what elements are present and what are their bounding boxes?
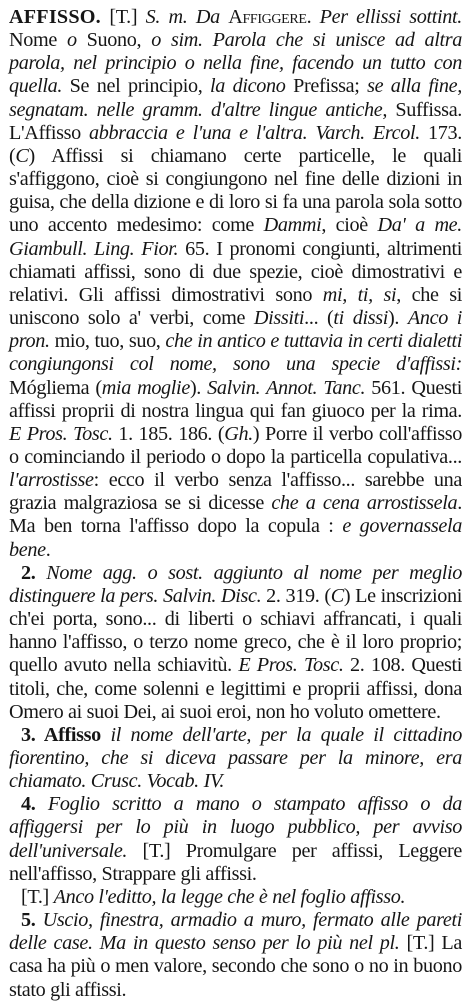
entry-text-segment: che in antico e tuttavia in certi dialetti congiungonsi col nome, sono una specie d'affissi: <box>9 330 462 376</box>
entry-text-segment: [T.] Promulgare per affissi, Leggere nell'affisso, Strappare gli affissi. <box>9 839 462 885</box>
entry-text-segment: Da' a me. Giambull. Ling. Fior. <box>9 214 462 260</box>
entry-text-segment: Anco l'editto, la legge che è nel foglio affisso. <box>53 885 406 908</box>
entry-sense-6 <box>9 909 462 1002</box>
entry-text-segment: Uscio, finestra, armadio a muro, fermato alle pareti delle case. Ma in questo senso per lo più nel pl. <box>9 909 462 955</box>
entry-text-segment: ... ( <box>304 307 334 330</box>
entry-text-segment: , che si uniscono solo a' verbi, come <box>9 283 462 330</box>
entry-text-segment: : ecco il verbo senza l'affisso... sarebbe una grazia malgraziosa se si dicesse <box>9 469 462 515</box>
entry-text-segment: Mógliema ( <box>9 376 102 399</box>
entry-text-segment: ) Affissi si chiamano certe particelle, le quali s'affiggono, cioè si congiungono nel fine delle dizioni in guisa, che della dizione e di loro si fa una parola sola sotto uno accento medesimo: come <box>9 144 462 237</box>
entry-sense-3 <box>9 724 462 793</box>
entry-text-segment: Prefissa; <box>285 75 368 98</box>
entry-text-segment: [T.] <box>21 885 54 908</box>
entry-text-segment: Gh. <box>224 422 253 445</box>
entry-text-segment: e governassela bene <box>9 515 462 561</box>
entry-text-segment: E Pros. Tosc. <box>238 654 344 677</box>
entry-text-segment: o <box>66 29 77 52</box>
entry-text-segment: Salvin. Annot. Tanc. <box>207 376 366 399</box>
entry-main-sense <box>9 6 462 562</box>
entry-sense-5 <box>9 886 462 909</box>
entry-text-segment: [T.] <box>100 6 146 28</box>
entry-text-segment: ) Porre il verbo coll'affisso o cominciando il periodo o dopo la particella copulativa... <box>9 422 462 468</box>
entry-text-segment: E Pros. Tosc. <box>9 422 113 445</box>
entry-text-segment: C <box>330 584 344 607</box>
entry-text-segment: Nome <box>9 29 67 52</box>
entry-text-segment: mio, tuo, suo, <box>49 330 166 353</box>
entry-text-segment: 173. ( <box>9 121 462 167</box>
entry-text-segment: Per ellissi sottint. <box>319 6 462 28</box>
entry-text-segment: . Ma ben torna l'affisso dopo la copula : <box>9 492 462 538</box>
entry-text-segment: mi, ti, si <box>322 283 397 306</box>
entry-text-segment: 2. 319. ( <box>261 584 331 607</box>
entry-text-segment: 2. 108. Questi titoli, che, come solenni e legittimi e proprii affissi, dona Omero ai suoi Dei, ai suoi eroi, non ho voluto omettere. <box>9 654 462 723</box>
entry-text-segment: se alla fine, segnatam. nelle gramm. d'altre lingue antiche, <box>9 75 462 121</box>
entry-text-segment: 1. 185. 186. ( <box>112 422 225 445</box>
entry-text-segment: 2. <box>21 561 47 584</box>
entry-text-segment: Affiggere <box>228 6 307 28</box>
entry-text-segment: o sim. Parola che si unisce ad altra parola, nel principio o nella fine, facendo un tutto con quella. <box>9 29 462 98</box>
entry-text-segment: Foglio scritto a mano o stampato affisso o da affiggersi per lo più in luogo pubblico, per avviso dell'universale. <box>9 793 462 862</box>
entry-text-segment: S. m. Da <box>145 6 229 28</box>
entry-text-segment: la dicono <box>210 75 286 98</box>
entry-text-segment: abbraccia e l'una e l'altra. Varch. Ercol. <box>89 121 420 144</box>
entry-text-segment: 561. Questi affissi proprii di nostra lingua qui fan giuoco per la rima. <box>9 376 462 422</box>
entry-sense-2 <box>9 562 462 724</box>
entry-text-segment: [T.] La casa ha più o men valore, secondo che sono o no in buono stato gli affissi. <box>9 932 462 1001</box>
entry-text-segment: ). <box>388 307 408 330</box>
entry-text-segment: Se nel principio, <box>62 75 211 98</box>
entry-text-segment: 65. I pronomi congiunti, altrimenti chiamati affissi, sono di due spezie, cioè dimostrativi e relativi. Gli affissi dimostrativi sono <box>9 237 462 306</box>
entry-text-segment: 5. <box>21 909 43 932</box>
entry-text-segment: Anco i pron. <box>9 307 462 353</box>
entry-sense-4 <box>9 793 462 886</box>
entry-text-segment: ). <box>189 376 208 399</box>
entry-text-segment: Dammi <box>263 214 322 237</box>
entry-text-segment: . <box>45 538 51 561</box>
entry-text-segment: , cioè <box>321 214 378 237</box>
entry-text-segment: Nome agg. o sost. aggiunto al nome per meglio distinguere la pers. Salvin. Disc. <box>9 561 463 607</box>
entry-text-segment: C <box>15 144 29 167</box>
entry-text-segment: . <box>306 6 320 28</box>
entry-text-segment: Suono, <box>76 29 152 52</box>
entry-text-segment: Dissiti <box>253 307 305 330</box>
entry-text-segment: ) Le inscrizioni ch'ei porta, sono... di liberti o schiavi affrancati, i quali hanno l'affisso, o terzo nome greco, che è il loro proprio; quello avuto nella schiavitù. <box>9 584 462 677</box>
entry-text-segment: ti dissi <box>333 307 388 330</box>
entry-text-segment: che a cena arrostissela <box>271 492 458 515</box>
entry-text-segment: l'arrostisse <box>9 469 94 492</box>
entry-text-segment: il nome dell'arte, per la quale il cittadino fiorentino, che si diceva passare per la minore, era chiamato. Crusc. Vocab. IV. <box>9 723 462 793</box>
entry-text-segment: 4. <box>21 793 48 816</box>
entry-text-segment: 3. Affisso <box>21 723 111 746</box>
headword: AFFISSO. <box>9 6 101 28</box>
entry-text-segment: mia moglie <box>101 376 190 399</box>
entry-text-segment: Suffissa. L'Affisso <box>9 98 462 144</box>
